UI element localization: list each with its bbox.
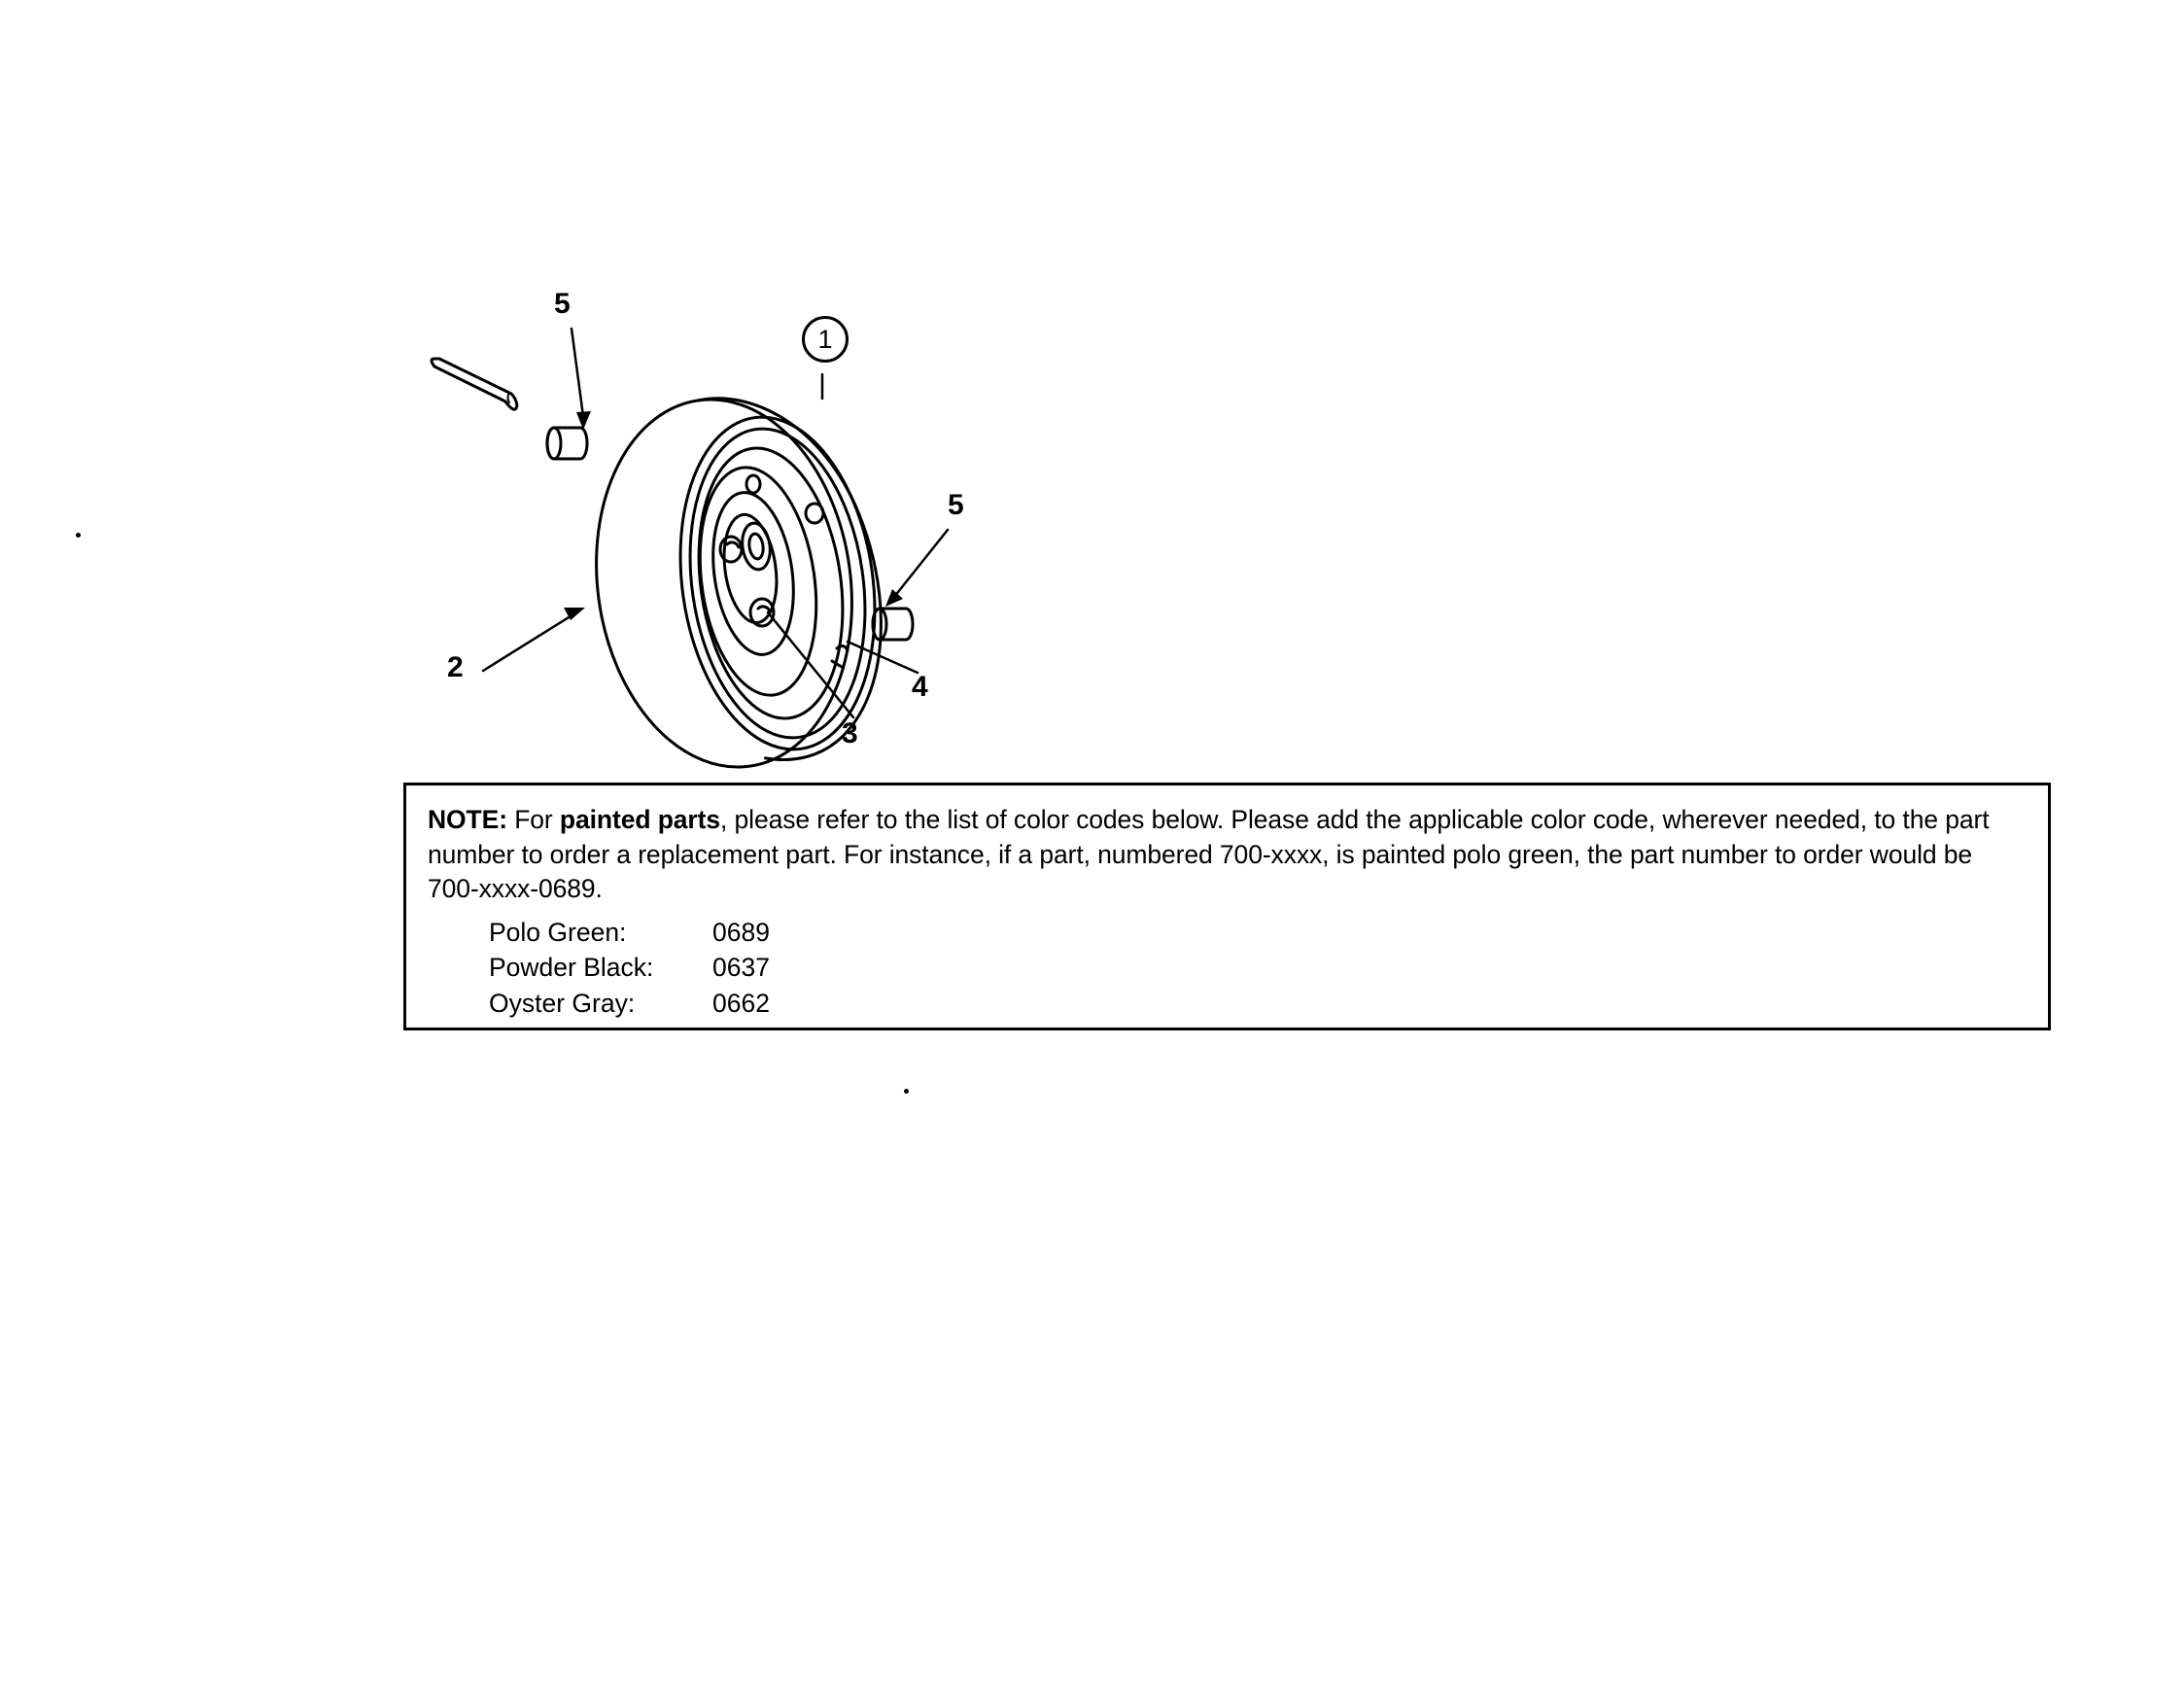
wheel-assembly-drawing: [0, 0, 2184, 778]
color-name: Powder Black:: [489, 953, 654, 983]
callout-4-label: 4: [912, 671, 928, 703]
color-code: 0662: [712, 988, 770, 1018]
callout-4: [912, 673, 928, 702]
color-code: 0689: [712, 917, 770, 947]
callout-2: [447, 653, 464, 682]
callout-5-upper-label: 5: [554, 288, 571, 320]
color-name: Polo Green:: [489, 917, 627, 947]
note-text-2: , please refer to the list of color codes below. Please add the applicable color code, wherever needed, to the part number to order a replacement part. For instance, if a part, numbered 700-xxxx, is painted polo green, the part number to order would be 700-xxxx-0689.: [428, 805, 1990, 903]
note-label: NOTE:: [428, 805, 507, 834]
color-row: [489, 950, 2027, 986]
callout-5-lower: [948, 491, 964, 520]
callout-1-label: 1: [817, 324, 833, 354]
page-speck-left: [76, 533, 81, 538]
color-code: 0637: [712, 953, 770, 983]
color-code-list: [428, 915, 2027, 1022]
parts-diagram: [0, 0, 2184, 778]
note-text-1: For: [506, 805, 560, 834]
color-name: Oyster Gray:: [489, 988, 636, 1018]
callout-3: [842, 719, 858, 749]
note-paragraph: [428, 803, 2027, 907]
callout-3-label: 3: [842, 717, 858, 749]
page-speck-center: [904, 1089, 909, 1094]
callout-5-upper: [554, 290, 571, 319]
callout-1: [802, 316, 849, 363]
note-box: [403, 783, 2051, 1030]
callout-2-label: 2: [447, 651, 464, 683]
note-bold-phrase: painted parts: [559, 805, 721, 834]
callout-5-lower-label: 5: [948, 489, 964, 521]
color-row: [489, 986, 2027, 1022]
color-row: [489, 915, 2027, 951]
